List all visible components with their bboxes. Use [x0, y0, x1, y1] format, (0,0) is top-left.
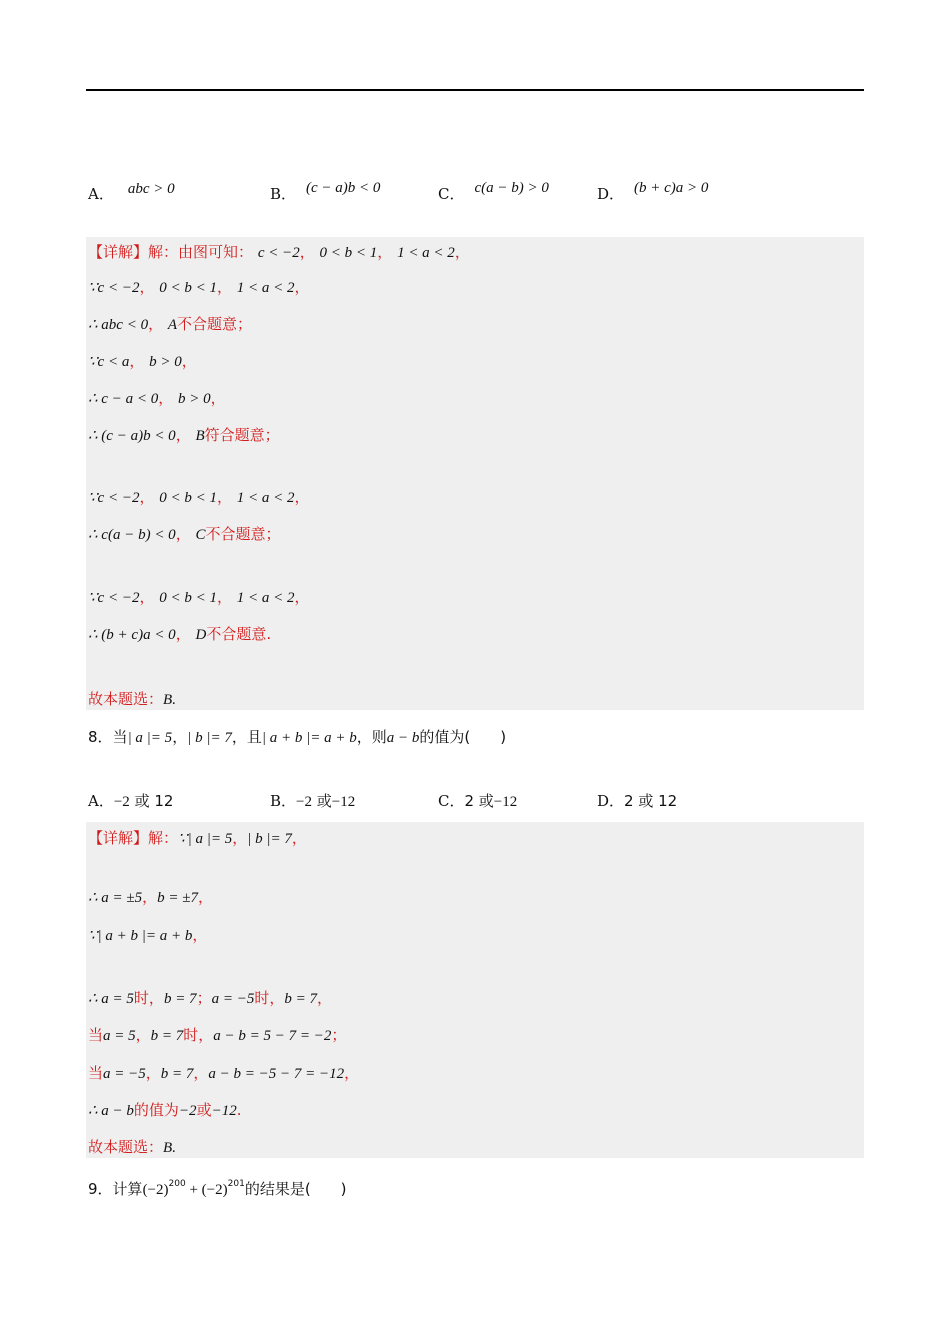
- math-expr: −12: [211, 1103, 237, 1119]
- option-expr: (b + c)a > 0: [634, 180, 709, 196]
- punct: ，: [181, 352, 197, 370]
- math-expr: a = −5: [103, 1066, 146, 1082]
- stem-text: ，则: [356, 728, 387, 746]
- math-expr: b = 7: [150, 1028, 184, 1044]
- q8-stem: [88, 726, 506, 747]
- math-expr: 1 < a < 2: [236, 590, 295, 606]
- math-expr: b = 7: [160, 1066, 194, 1082]
- math-expr: ∴ (b + c)a < 0: [88, 627, 176, 643]
- answer-prefix: 故本题选：: [88, 690, 164, 708]
- answer-prefix: 故本题选：: [88, 1138, 164, 1156]
- math-expr: (−2): [201, 1182, 228, 1198]
- option-label: C．: [438, 185, 465, 203]
- q7-solution-intro: 【详解】解：由图可知： c < −2， 0 < b < 1， 1 < a < 2，: [88, 243, 470, 261]
- stem-text: ，且: [231, 728, 262, 746]
- option-letter: D: [195, 627, 207, 643]
- question-number: 8．: [88, 728, 113, 746]
- option-expr: (c − a)b < 0: [306, 180, 381, 196]
- option-text: 2 或 12: [624, 792, 678, 810]
- text: 时，: [183, 1026, 214, 1044]
- math-expr: ∴ c(a − b) < 0: [88, 527, 176, 543]
- option-label: D．: [597, 185, 625, 203]
- math-expr: ∵c < −2: [88, 490, 140, 506]
- math-expr: 0 < b < 1: [319, 245, 378, 261]
- q8-line-4: 当a = 5，b = 7时，a − b = 5 − 7 = −2；: [88, 1026, 347, 1044]
- option-label: D．: [597, 792, 625, 810]
- math-expr: a = 5: [103, 1028, 136, 1044]
- math-expr: ∵c < a: [88, 354, 130, 370]
- header-rule: [86, 89, 864, 91]
- stem-text: 当: [112, 728, 128, 746]
- text: 当: [88, 1026, 104, 1044]
- text: 当: [88, 1064, 104, 1082]
- question-number: 9．: [88, 1180, 113, 1198]
- math-expr: ∴ c − a < 0: [88, 391, 159, 407]
- option-expr: c(a − b) > 0: [474, 180, 549, 196]
- text: 时，: [254, 989, 285, 1007]
- stem-text: 的值为( ): [419, 728, 507, 746]
- intro-text: 解：由图可知：: [148, 243, 254, 261]
- intro-text: 解：: [148, 829, 179, 847]
- punct: ，: [294, 588, 310, 606]
- math-expr: ∴ a = 5: [88, 991, 134, 1007]
- answer-letter: B: [163, 692, 173, 708]
- option-letter: C: [195, 527, 206, 543]
- math-expr: 0 < b < 1: [159, 590, 217, 606]
- q7-option-b: [270, 180, 381, 204]
- exponent: 200: [168, 1179, 186, 1189]
- q7-line-5: ∴ (c − a)b < 0， B符合题意；: [88, 426, 280, 444]
- answer-suffix: .: [172, 692, 176, 708]
- math-expr: a − b = −5 − 7 = −12: [208, 1066, 345, 1082]
- q7-option-c: [438, 180, 549, 204]
- math-expr: a − b = 5 − 7 = −2: [213, 1028, 332, 1044]
- math-expr: ∵| a + b |= a + b: [88, 928, 193, 944]
- q7-line-7: ∴ c(a − b) < 0， C不合题意；: [88, 525, 281, 543]
- q7-line-6: ∵c < −2， 0 < b < 1， 1 < a < 2，: [88, 488, 310, 506]
- q8-solution-intro: 【详解】解：∵| a |= 5，| b |= 7，: [88, 829, 307, 847]
- option-label: A．: [88, 792, 114, 810]
- q8-line-5: 当a = −5，b = 7，a − b = −5 − 7 = −12，: [88, 1064, 360, 1082]
- option-text: 2 或: [464, 792, 494, 810]
- punct: ，: [294, 488, 310, 506]
- option-label: B．: [270, 792, 297, 810]
- option-letter: A: [167, 317, 178, 333]
- q8-answer: [88, 1136, 176, 1157]
- option-expr: abc > 0: [127, 181, 175, 197]
- math-expr: 1 < a < 2: [236, 280, 295, 296]
- math-expr: −12: [331, 794, 356, 810]
- verdict-text: 不合题意.: [206, 625, 272, 643]
- math-expr: ∵c < −2: [88, 280, 140, 296]
- math-expr: ∴ abc < 0: [88, 317, 149, 333]
- q8-line-2: ∵| a + b |= a + b，: [88, 926, 208, 944]
- option-label: B．: [270, 185, 297, 203]
- q7-line-9: ∴ (b + c)a < 0， D不合题意.: [88, 625, 272, 643]
- q7-line-4: ∴ c − a < 0， b > 0，: [88, 389, 226, 407]
- text: 时，: [133, 989, 164, 1007]
- verdict-text: 不合题意；: [177, 315, 253, 333]
- math-expr: c < −2: [257, 245, 300, 261]
- math-expr: | a |= 5: [127, 730, 173, 746]
- punct: ，: [294, 278, 310, 296]
- verdict-text: 符合题意；: [204, 426, 280, 444]
- stem-text: 计算: [112, 1180, 143, 1198]
- q9-stem: [88, 1178, 347, 1199]
- stem-text: ，: [172, 728, 188, 746]
- exponent: 201: [227, 1179, 245, 1189]
- detail-tag: 【详解】: [88, 243, 149, 261]
- option-label: C．: [438, 792, 465, 810]
- verdict-text: 不合题意；: [205, 525, 281, 543]
- math-expr: | a + b |= a + b: [261, 730, 357, 746]
- q8-option-b: [270, 790, 355, 811]
- q7-answer: [88, 688, 176, 709]
- option-label: A．: [88, 185, 114, 203]
- q8-option-d: [597, 790, 677, 811]
- answer-letter: B: [163, 1140, 173, 1156]
- q8-line-3: ∴ a = 5时，b = 7；a = −5时，b = 7，: [88, 989, 332, 1007]
- math-expr: ∴ a = ±5: [88, 890, 143, 906]
- punct: ，: [210, 389, 226, 407]
- q8-option-a: [88, 790, 173, 811]
- math-expr: a = −5: [211, 991, 255, 1007]
- math-expr: −2: [113, 794, 130, 810]
- math-expr: 0 < b < 1: [159, 280, 217, 296]
- math-expr: | b |= 7: [247, 831, 292, 847]
- option-text: 或: [316, 792, 332, 810]
- math-expr: −2: [296, 794, 312, 810]
- math-expr: | b |= 7: [187, 730, 232, 746]
- option-text: 或 12: [134, 792, 174, 810]
- detail-tag: 【详解】: [88, 829, 149, 847]
- q7-option-a: [88, 183, 175, 204]
- q7-line-3: ∵c < a， b > 0，: [88, 352, 197, 370]
- math-expr: b > 0: [178, 391, 211, 407]
- math-expr: 1 < a < 2: [236, 490, 295, 506]
- math-expr: b = 7: [284, 991, 317, 1007]
- q7-line-8: ∵c < −2， 0 < b < 1， 1 < a < 2，: [88, 588, 310, 606]
- text: 的值为: [133, 1101, 179, 1119]
- math-expr: ∵| a |= 5: [178, 831, 233, 847]
- math-expr: ∴ a − b: [88, 1103, 134, 1119]
- q7-line-1: ∵c < −2， 0 < b < 1， 1 < a < 2，: [88, 278, 310, 296]
- answer-suffix: .: [172, 1140, 176, 1156]
- math-expr: a − b: [386, 730, 420, 746]
- math-expr: ∵c < −2: [88, 590, 140, 606]
- math-expr: 1 < a < 2: [397, 245, 455, 261]
- math-expr: b = 7: [163, 991, 197, 1007]
- q7-line-2: ∴ abc < 0， A不合题意；: [88, 315, 253, 333]
- math-expr: b = ±7: [157, 890, 199, 906]
- math-expr: −12: [493, 794, 518, 810]
- q8-line-1: ∴ a = ±5，b = ±7，: [88, 888, 214, 906]
- stem-text: 的结果是( ): [244, 1180, 347, 1198]
- math-expr: −2: [178, 1103, 197, 1119]
- text: 或: [196, 1101, 212, 1119]
- q8-option-c: [438, 790, 517, 811]
- math-expr: b > 0: [149, 354, 182, 370]
- q8-line-6: ∴ a − b的值为−2或−12.: [88, 1101, 242, 1119]
- math-expr: ∴ (c − a)b < 0: [88, 428, 176, 444]
- math-operator: +: [185, 1182, 202, 1198]
- math-expr: 0 < b < 1: [159, 490, 217, 506]
- math-expr: (−2): [142, 1182, 169, 1198]
- option-letter: B: [195, 428, 205, 444]
- q7-option-d: [597, 180, 709, 204]
